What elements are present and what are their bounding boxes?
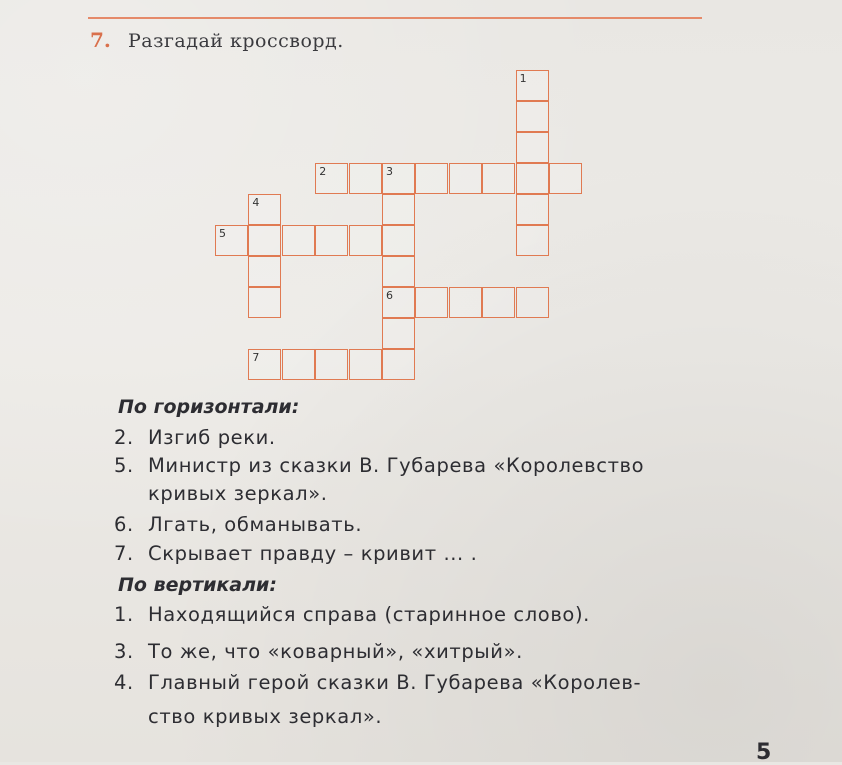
crossword-cell[interactable] — [382, 225, 415, 256]
crossword-cell[interactable] — [516, 101, 549, 132]
crossword-cell[interactable] — [449, 287, 482, 318]
cell-number: 5 — [219, 227, 226, 240]
crossword-cell[interactable] — [516, 163, 549, 194]
clue-text: Министр из сказки В. Губарева «Королевство — [148, 454, 645, 477]
crossword-cell[interactable] — [382, 256, 415, 287]
clue-across-5-cont: кривых зеркал». — [148, 482, 328, 505]
clue-text: Изгиб реки. — [148, 426, 276, 449]
clue-text: Скрывает правду – кривит ... . — [148, 542, 478, 565]
crossword-cell[interactable] — [349, 163, 382, 194]
clue-number: 4. — [114, 671, 134, 694]
crossword-cell[interactable] — [349, 349, 382, 380]
crossword-cell[interactable] — [248, 225, 281, 256]
crossword-cell[interactable] — [282, 349, 315, 380]
clue-text: То же, что «коварный», «хитрый». — [148, 640, 523, 663]
crossword-cell-7[interactable] — [248, 349, 281, 380]
crossword-cell[interactable] — [482, 287, 515, 318]
crossword-cell[interactable] — [382, 349, 415, 380]
clue-text: Главный герой сказки В. Губарева «Королев- — [148, 671, 642, 694]
clue-number: 7. — [114, 542, 134, 565]
crossword-cell[interactable] — [382, 318, 415, 349]
cell-number: 2 — [319, 165, 327, 178]
crossword-cell[interactable] — [248, 256, 281, 287]
crossword-cell[interactable] — [315, 349, 348, 380]
clue-number: 5. — [114, 454, 134, 477]
crossword-cell[interactable] — [482, 163, 515, 194]
down-heading: По вертикали: — [118, 574, 277, 596]
crossword-cell[interactable] — [415, 287, 448, 318]
clue-across-5 — [114, 454, 644, 477]
clue-down-1 — [114, 603, 590, 626]
crossword-cell[interactable] — [516, 287, 549, 318]
clue-down-4 — [114, 671, 641, 694]
clue-number: 1. — [114, 603, 134, 626]
clue-number: 3. — [114, 640, 134, 663]
cell-number: 7 — [252, 351, 260, 364]
page-number: 5 — [756, 740, 772, 765]
crossword-cell[interactable] — [349, 225, 382, 256]
crossword-cell-2[interactable] — [315, 163, 348, 194]
crossword-cell[interactable] — [282, 225, 315, 256]
clue-number: 2. — [114, 426, 134, 449]
crossword-cell[interactable] — [449, 163, 482, 194]
clue-number: 6. — [114, 513, 134, 536]
crossword-cell-6[interactable] — [382, 287, 415, 318]
clue-text: Лгать, обманывать. — [148, 513, 363, 536]
crossword-cell[interactable] — [516, 225, 549, 256]
clue-down-4-cont: ство кривых зеркал». — [148, 705, 383, 728]
crossword-cell-4[interactable] — [248, 194, 281, 225]
cell-number: 6 — [386, 289, 393, 302]
crossword-cell[interactable] — [382, 194, 415, 225]
clue-across-6 — [114, 513, 362, 536]
task-title: Разгадай кроссворд. — [128, 30, 344, 52]
crossword-cell-3[interactable] — [382, 163, 415, 194]
task-number: 7. — [90, 28, 111, 52]
crossword-cell[interactable] — [315, 225, 348, 256]
crossword-cell-5[interactable] — [215, 225, 248, 256]
cell-number: 3 — [386, 165, 393, 178]
crossword-cell[interactable] — [516, 194, 549, 225]
crossword-cell[interactable] — [516, 132, 549, 163]
across-heading: По горизонтали: — [118, 396, 300, 418]
clue-across-7 — [114, 542, 477, 565]
crossword-cell[interactable] — [248, 287, 281, 318]
cell-number: 1 — [519, 72, 527, 85]
crossword-cell[interactable] — [415, 163, 448, 194]
clue-across-2 — [114, 426, 276, 449]
clue-text: Находящийся справа (старинное слово). — [148, 603, 590, 626]
crossword-cell[interactable] — [549, 163, 582, 194]
clue-down-3 — [114, 640, 523, 663]
cell-number: 4 — [252, 196, 260, 209]
crossword-cell-1[interactable] — [516, 70, 549, 101]
